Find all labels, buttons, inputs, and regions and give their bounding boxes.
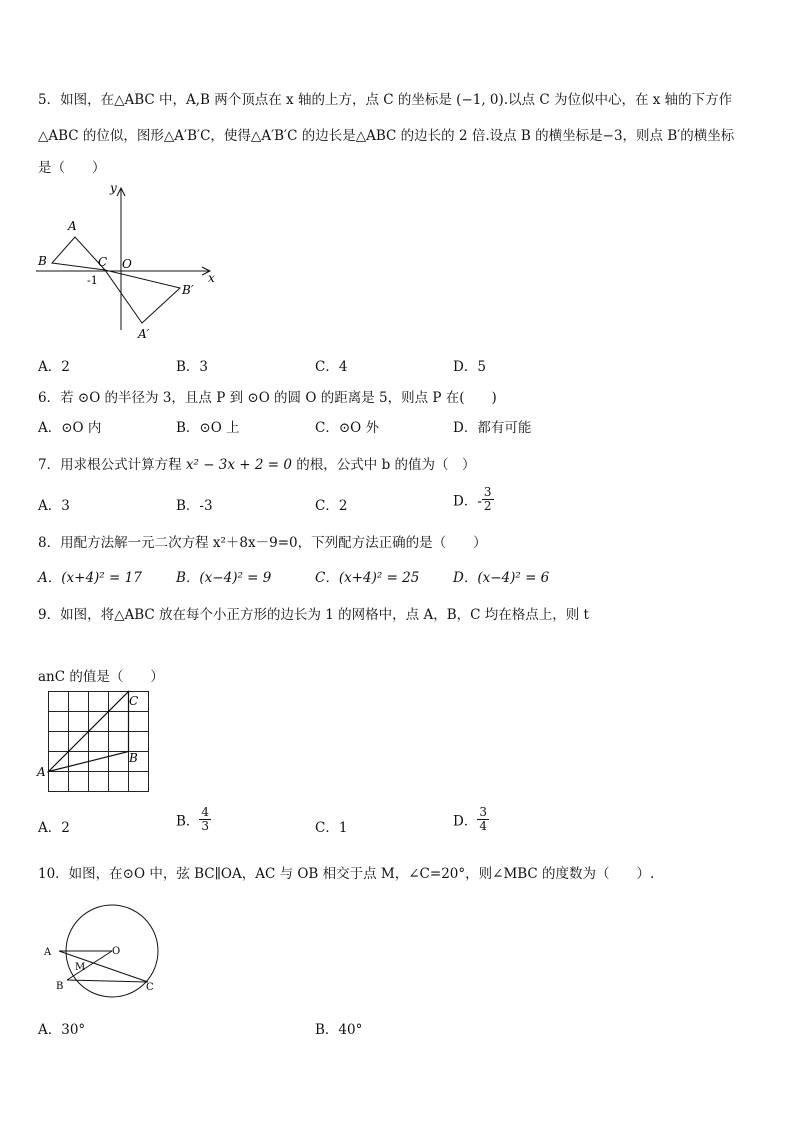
- q10-option-b: B．40°: [315, 1022, 363, 1038]
- q7-option-d-fraction: [482, 486, 494, 513]
- q6-option-d: D．都有可能: [453, 420, 532, 436]
- q7-stem: [38, 453, 476, 473]
- q8-option-b: B．(x−4)² = 9: [176, 570, 272, 586]
- q5-label-Bprime: B′: [182, 283, 194, 297]
- q9-option-d: [453, 806, 489, 833]
- q7-option-b: B．-3: [176, 498, 213, 514]
- q10-option-a: A．30°: [38, 1022, 86, 1038]
- q9-grid-figure: [34, 688, 158, 794]
- q6-option-a: A．⊙O 内: [38, 420, 102, 436]
- q7-option-c: C．2: [315, 498, 348, 514]
- q10-label-C: C: [146, 982, 154, 993]
- q9-label-B: B: [129, 751, 138, 765]
- q7-option-d-denominator: 2: [483, 499, 492, 513]
- q6-stem: 6．若 ⊙O 的半径为 3，且点 P 到 ⊙O 的圆 O 的距离是 5，则点 P 在( ): [38, 390, 497, 406]
- q10-stem: 10．如图，在⊙O 中，弦 BC∥OA，AC 与 OB 相交于点 M，∠C=20°，则∠MBC 的度数为（ ）.: [38, 866, 655, 882]
- q8-option-d: D．(x−4)² = 6: [453, 570, 550, 586]
- q5-coordinate-figure: [30, 180, 230, 345]
- q8-stem: 8．用配方法解一元二次方程 x²＋8x－9=0，下列配方法正确的是（ ）: [38, 535, 487, 551]
- q7-option-a: A．3: [38, 498, 70, 514]
- q9-option-d-numerator: 3: [479, 805, 487, 819]
- q5-label-B: B: [38, 254, 47, 268]
- q7-stem-pre: 7．用求根公式计算方程: [38, 457, 186, 473]
- q7-stem-post: 的根，公式中 b 的值为（ ）: [291, 457, 476, 473]
- q7-option-d: [453, 486, 494, 513]
- q8-option-a: A．(x+4)² = 17: [38, 570, 142, 586]
- q5-stem-line3: 是（ ）: [38, 160, 106, 176]
- q9-option-b-prefix: B．: [176, 813, 200, 830]
- q9-option-a: A．2: [38, 820, 70, 836]
- q7-option-d-prefix: D．-: [453, 493, 482, 510]
- q9-stem: 9．如图，将△ABC 放在每个小正方形的边长为 1 的网格中，点 A，B，C 均在格点上，则 t: [38, 607, 589, 623]
- q9-option-b: [176, 806, 211, 833]
- q5-label-neg1: -1: [87, 274, 98, 287]
- q10-label-B: B: [56, 981, 64, 992]
- q9-option-b-numerator: 4: [201, 805, 210, 819]
- q5-option-c: C．4: [315, 359, 348, 375]
- q5-option-b: B．3: [176, 359, 209, 375]
- q5-label-x: x: [208, 271, 215, 285]
- q7-option-d-numerator: 3: [483, 485, 492, 499]
- q10-label-A: A: [44, 947, 52, 958]
- q9-option-c: C．1: [315, 820, 348, 836]
- q5-stem-line2: △ABC 的位似，图形△A′B′C，使得△A′B′C 的边长是△ABC 的边长的 2 倍.设点 B 的横坐标是−3，则点 B′的横坐标: [38, 128, 735, 144]
- q10-label-M: M: [75, 962, 86, 973]
- q5-label-O: O: [122, 257, 132, 271]
- q9-option-d-fraction: [477, 806, 489, 833]
- q5-stem-line1: 5．如图，在△ABC 中，A,B 两个顶点在 x 轴的上方，点 C 的坐标是 (−1, 0).以点 C 为位似中心，在 x 轴的下方作: [38, 92, 733, 108]
- q5-label-C: C: [98, 255, 108, 269]
- q9-option-d-prefix: D．: [453, 813, 478, 830]
- q5-option-a: A．2: [38, 359, 70, 375]
- q9-label-C: C: [129, 694, 139, 708]
- q5-label-y: y: [110, 181, 117, 195]
- q6-option-c: C．⊙O 外: [315, 420, 379, 436]
- q10-circle-figure: [36, 898, 166, 998]
- q9-option-b-fraction: [199, 806, 211, 833]
- q5-label-Aprime: A′: [138, 327, 150, 341]
- q9-label-A: A: [37, 765, 46, 779]
- q10-label-O: O: [112, 946, 121, 957]
- q6-option-b: B．⊙O 上: [176, 420, 240, 436]
- q7-equation: x² − 3x + 2 = 0: [185, 457, 292, 473]
- q9-option-d-denominator: 4: [479, 819, 487, 833]
- q8-option-c: C．(x+4)² = 25: [315, 570, 420, 586]
- q5-option-d: D．5: [453, 359, 486, 375]
- q9-stem-continued: anC 的值是（ ）: [38, 669, 164, 685]
- q5-label-A: A: [68, 219, 77, 233]
- q9-option-b-denominator: 3: [201, 819, 210, 833]
